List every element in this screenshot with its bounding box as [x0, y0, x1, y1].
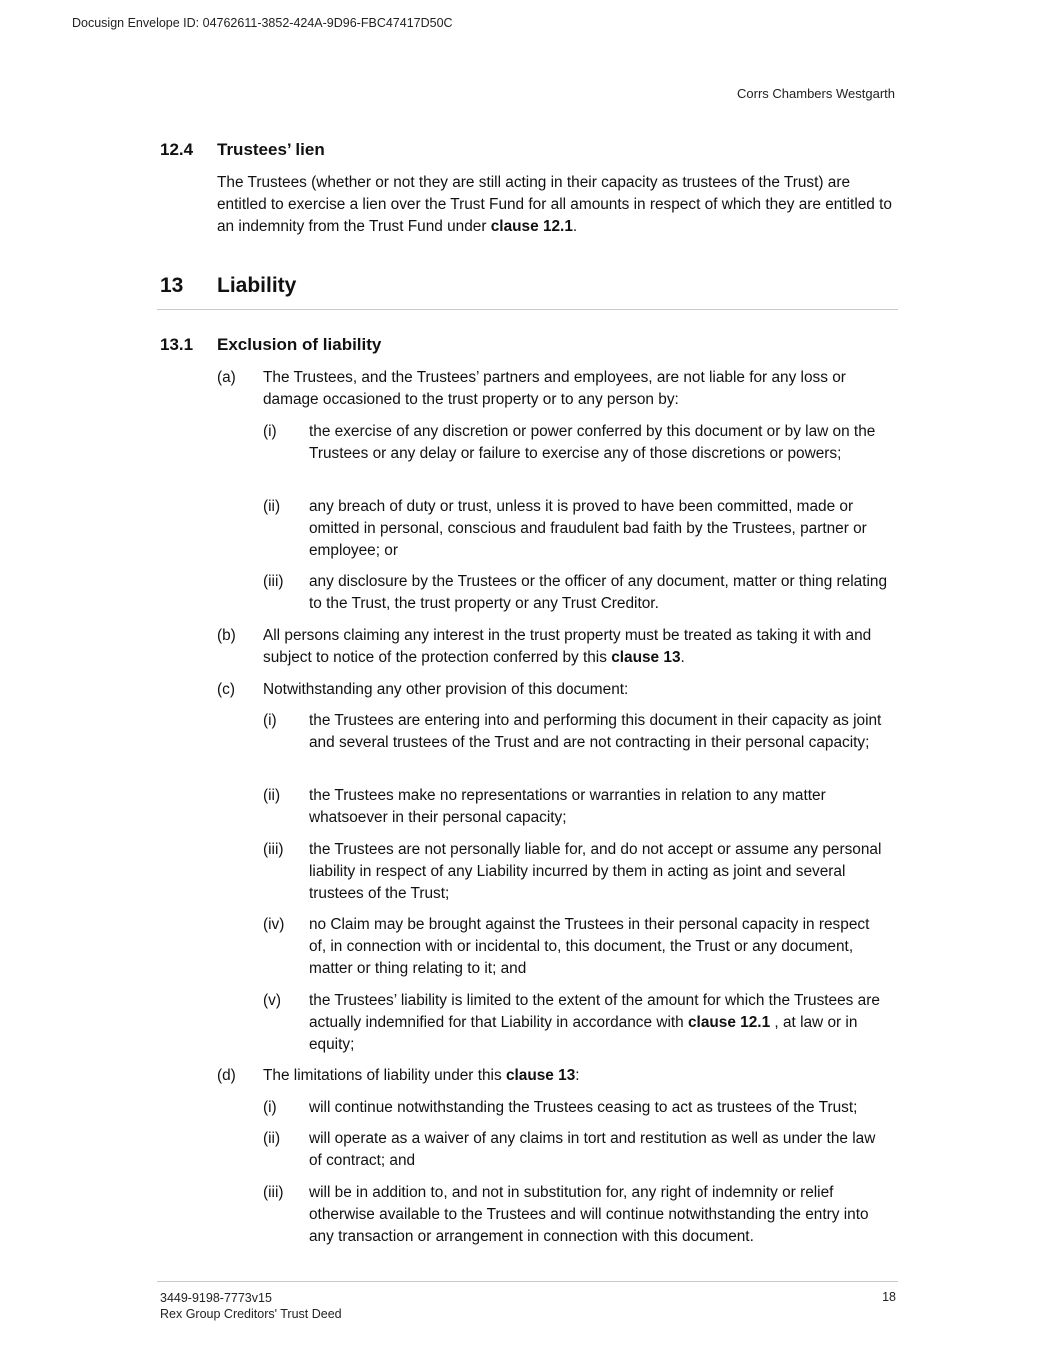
item-label: (ii) — [263, 1130, 281, 1147]
document-id: 3449-9198-7773v15 — [160, 1291, 272, 1305]
paragraph-12-4 — [217, 172, 897, 238]
item-label: (ii) — [263, 498, 281, 515]
heading-title: Trustees’ lien — [217, 140, 325, 159]
item-text: no Claim may be brought against the Trustees in their personal capacity in respect of, in connection with or incidental to, this document, the Trust or any document, matter or thing relating to it; and — [309, 916, 870, 977]
item-label: (iii) — [263, 1184, 284, 1201]
item-label: (ii) — [263, 787, 281, 804]
item-label: (c) — [217, 681, 235, 698]
item-label: (iii) — [263, 573, 284, 590]
item-label: (iv) — [263, 916, 285, 933]
item-text: the exercise of any discretion or power conferred by this document or by law on the Trustees or any delay or failure to exercise any of those discretions or powers; — [309, 423, 876, 462]
item-text — [309, 990, 889, 1056]
paragraph-end: . — [572, 218, 578, 235]
item-body: the Trustees’ liability is limited to the extent of the amount for which the Trustees are actually indemnified for that Liability in accordance with — [309, 992, 880, 1031]
item-end: . — [680, 649, 685, 666]
clause-reference: clause 13 — [611, 649, 681, 666]
envelope-id: Docusign Envelope ID: 04762611-3852-424A-9D96-FBC47417D50C — [72, 16, 453, 30]
heading-number: 12.4 — [160, 140, 194, 159]
paragraph-text: The Trustees (whether or not they are still acting in their capacity as trustees of the Trust) are entitled to exercise a lien over the Trust Fund for all amounts in respect of which they are entitled to an indemnity from the Trust Fund under — [217, 174, 892, 235]
item-label: (iii) — [263, 841, 284, 858]
document-title: Rex Group Creditors' Trust Deed — [160, 1307, 342, 1321]
clause-reference: clause 12.1 — [687, 1014, 771, 1031]
item-end: , at law or in equity; — [309, 1014, 858, 1053]
item-text: any disclosure by the Trustees or the officer of any document, matter or thing relating to the Trust, the trust property or any Trust Creditor. — [309, 573, 888, 612]
footer-left — [160, 1290, 342, 1322]
item-text: any breach of duty or trust, unless it is proved to have been committed, made or omitted in personal, conscious and fraudulent bad faith by the Trustees, partner or employee; or — [309, 498, 867, 559]
item-body: The limitations of liability under this — [263, 1067, 506, 1084]
item-label: (i) — [263, 712, 277, 729]
firm-name: Corrs Chambers Westgarth — [737, 86, 895, 101]
heading-title: Exclusion of liability — [217, 335, 382, 354]
item-text: will continue notwithstanding the Trustees ceasing to act as trustees of the Trust; — [309, 1099, 858, 1116]
item-end: : — [575, 1067, 580, 1084]
item-text — [263, 1065, 889, 1087]
item-text: the Trustees are entering into and performing this document in their capacity as joint and several trustees of the Trust and are not contracting in their personal capacity; — [309, 712, 882, 751]
item-label: (i) — [263, 423, 277, 440]
item-label: (a) — [217, 369, 236, 386]
item-text: will be in addition to, and not in substitution for, any right of indemnity or relief otherwise available to the Trustees and will continue notwithstanding the entry into any transaction or arrangement in connection with this document. — [309, 1184, 869, 1245]
item-text: will operate as a waiver of any claims in tort and restitution as well as under the law of contract; and — [309, 1130, 876, 1169]
clause-reference: clause 12.1 — [490, 218, 573, 235]
item-label: (i) — [263, 1099, 277, 1116]
item-label: (d) — [217, 1067, 236, 1084]
item-text: The Trustees, and the Trustees’ partners and employees, are not liable for any loss or damage occasioned to the trust property or to any person by: — [263, 369, 846, 408]
item-label: (b) — [217, 627, 236, 644]
item-text: the Trustees make no representations or warranties in relation to any matter whatsoever in their personal capacity; — [309, 787, 826, 826]
heading-title: Liability — [217, 274, 297, 297]
item-text: the Trustees are not personally liable for, and do not accept or assume any personal liability in respect of any Liability incurred by them in acting as joint and several trustees of the Trust; — [309, 841, 882, 902]
heading-number: 13 — [160, 274, 184, 297]
section-divider — [157, 309, 898, 310]
clause-reference: clause 13 — [505, 1067, 576, 1084]
page-number: 18 — [882, 1290, 896, 1304]
item-body: All persons claiming any interest in the trust property must be treated as taking it with and subject to notice of the protection conferred by this — [263, 627, 872, 666]
item-text — [263, 625, 889, 669]
footer-divider — [157, 1281, 898, 1282]
heading-number: 13.1 — [160, 335, 194, 354]
item-text: Notwithstanding any other provision of this document: — [263, 681, 629, 698]
item-label: (v) — [263, 992, 281, 1009]
